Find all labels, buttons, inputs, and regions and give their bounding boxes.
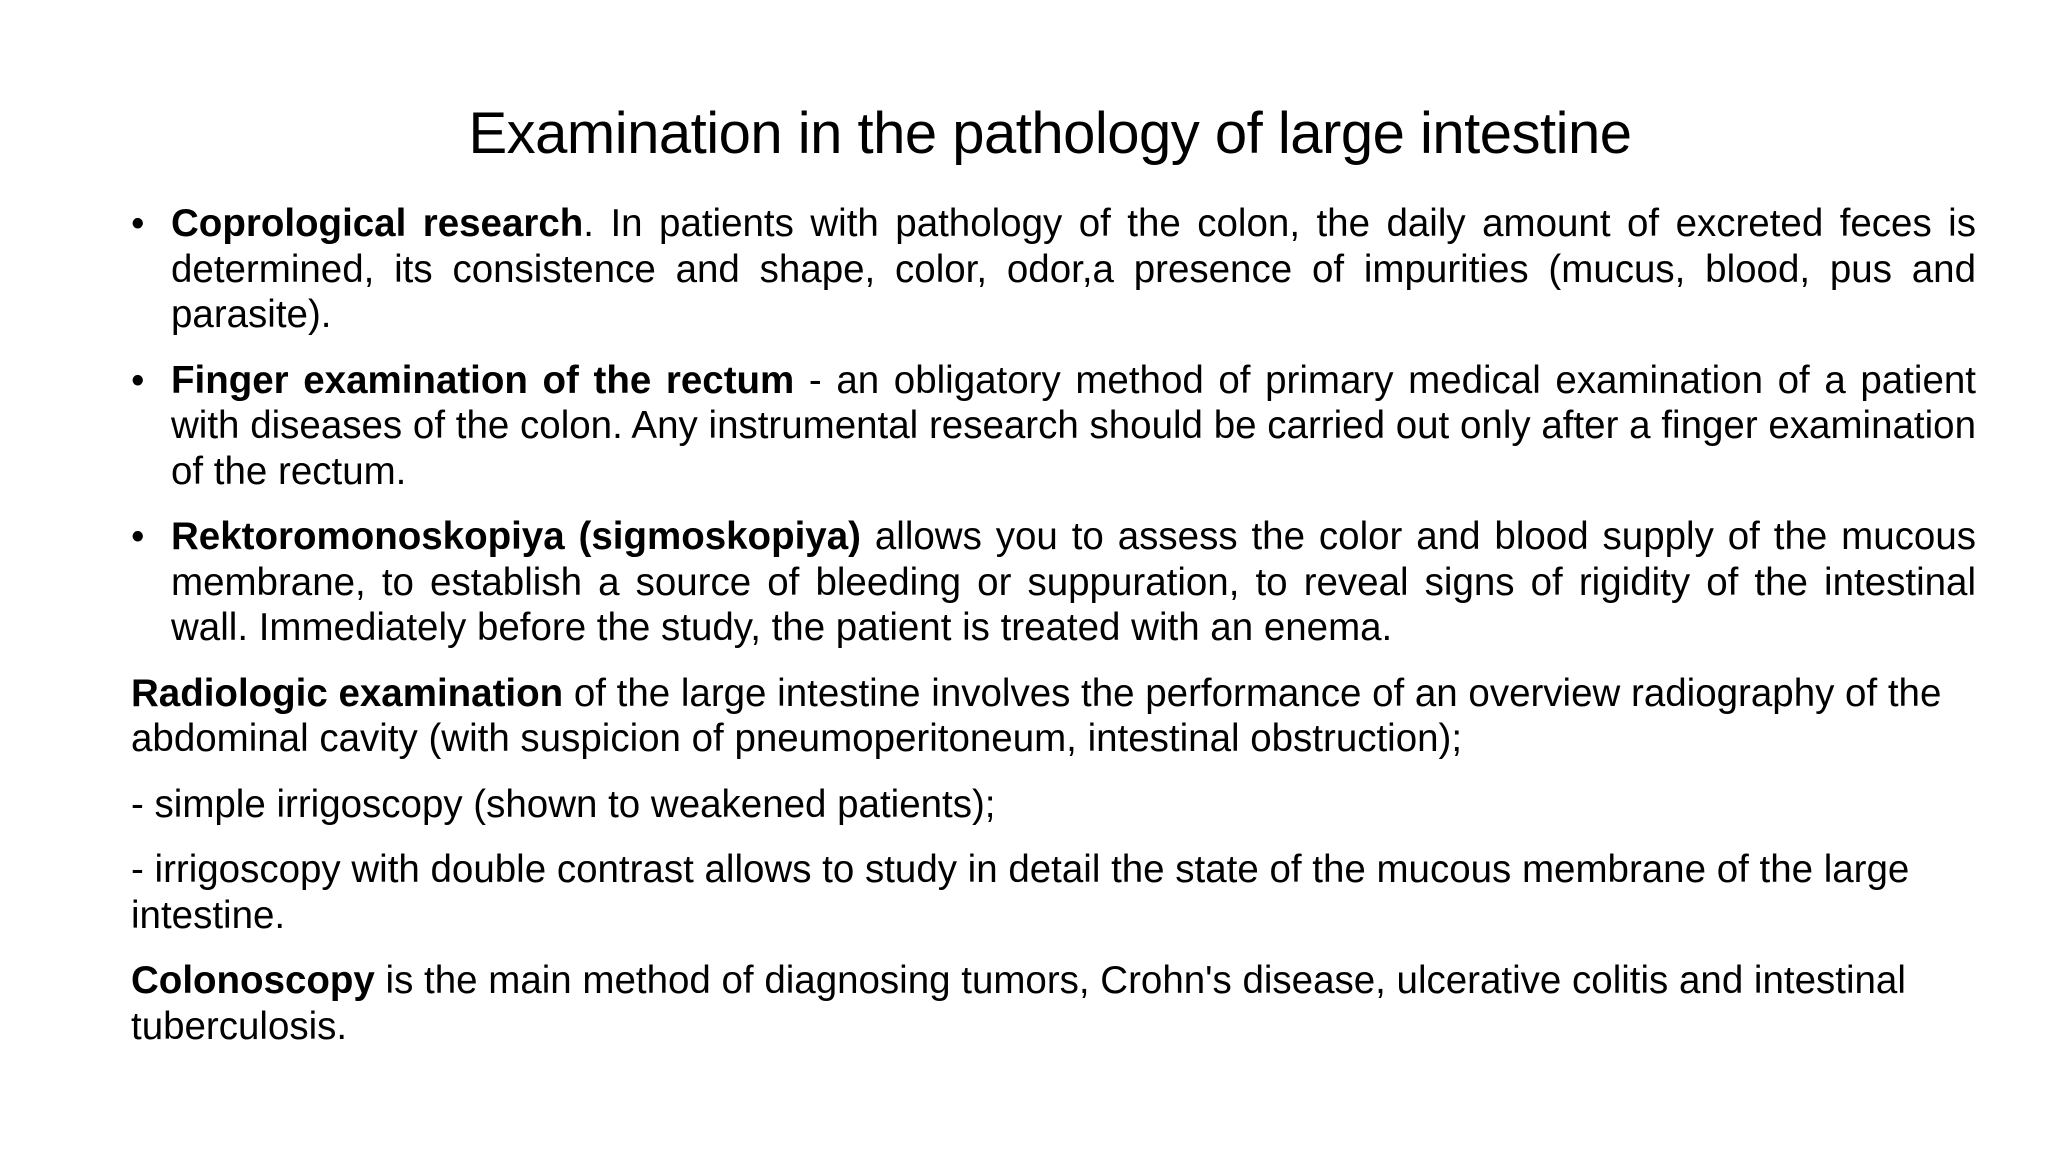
paragraph-colonoscopy: [131, 958, 1976, 1049]
bullet-coprological-research: [131, 201, 1976, 338]
paragraph-double-contrast-irrigoscopy: [131, 847, 1976, 938]
paragraph-text: - irrigoscopy with double contrast allows to study in detail the state of the mucous membrane of the large intestine.: [131, 848, 1910, 937]
paragraph-text: of the large intestine involves the performance of an overview radiography of the abdominal cavity (with suspicion of pneumoperitoneum, intestinal obstruction);: [131, 671, 1942, 760]
paragraph-heading: Radiologic examination: [131, 671, 564, 715]
bullet-dot: •: [131, 515, 145, 558]
paragraph-radiologic-examination: [131, 671, 1976, 762]
paragraph-heading: Colonoscopy: [131, 959, 375, 1002]
bullet-heading: Rektoromonoskopiya (sigmoskopiya): [171, 515, 861, 558]
bullet-rektoromonoskopiya: [131, 514, 1976, 651]
slide-title: Examination in the pathology of large intestine: [468, 101, 1632, 166]
bullet-dot: •: [131, 202, 145, 245]
bullet-dot: •: [131, 358, 145, 402]
bullet-text: - an obligatory method of primary medical examination of a patient with diseases of the colon. Any instrumental research should be carried out only after a finger examination of the rectum.: [171, 358, 1976, 493]
slide-content: [131, 201, 1976, 1069]
bullet-text: . In patients with pathology of the colon, the daily amount of excreted feces is determined, its consistence and shape, color, odor,a presence of impurities (mucus, blood, pus and parasite).: [171, 202, 1976, 336]
paragraph-text: is the main method of diagnosing tumors, Crohn's disease, ulcerative colitis and intestinal tuberculosis.: [131, 959, 1906, 1048]
paragraph-simple-irrigoscopy: [131, 782, 1976, 828]
bullet-text: allows you to assess the color and blood supply of the mucous membrane, to establish a source of bleeding or suppuration, to reveal signs of rigidity of the intestinal wall. Immediately before the study, the patient is treated with an enema.: [171, 515, 1976, 649]
bullet-finger-examination: [131, 358, 1976, 495]
paragraph-text: - simple irrigoscopy (shown to weakened patients);: [131, 782, 996, 826]
bullet-heading: Coprological research: [171, 202, 584, 245]
bullet-heading: Finger examination of the rectum: [171, 358, 795, 402]
